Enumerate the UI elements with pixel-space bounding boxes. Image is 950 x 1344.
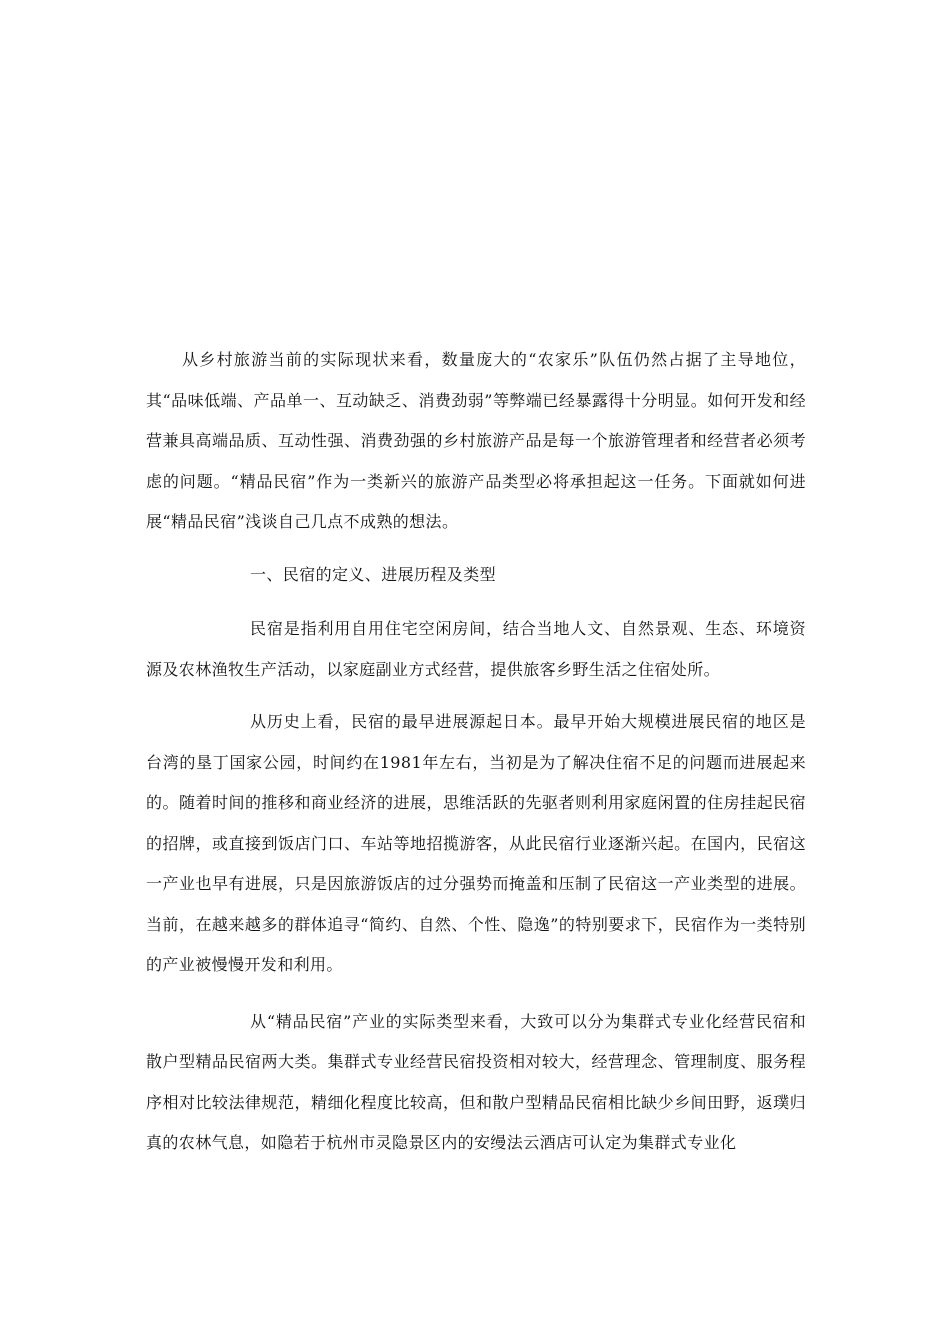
section-heading: 一、民宿的定义、进展历程及类型 <box>250 564 497 584</box>
document-body <box>146 340 806 1164</box>
paragraph-definition: 民宿是指利用自用住宅空闲房间，结合当地人文、自然景观、生态、环境资源及农林渔牧生产活动，以家庭副业方式经营，提供旅客乡野生活之住宿处所。 <box>146 619 806 679</box>
paragraph-types: 从“精品民宿”产业的实际类型来看，大致可以分为集群式专业化经营民宿和散户型精品民宿两大类。集群式专业经营民宿投资相对较大，经营理念、管理制度、服务程序相对比较法律规范，精细化程度比较高，但和散户型精品民宿相比缺少乡间田野，返璞归真的农林气息，如隐若于杭州市灵隐景区内的安缦法云酒店可认定为集群式专业化 <box>146 1011 806 1152</box>
paragraph-history: 从历史上看，民宿的最早进展源起日本。最早开始大规模进展民宿的地区是台湾的垦丁国家公园，时间约在1981年左右，当初是为了解决住宿不足的问题而进展起来的。随着时间的推移和商业经济的进展，思维活跃的先驱者则利用家庭闲置的住房挂起民宿的招牌，或直接到饭店门口、车站等地招揽游客，从此民宿行业逐渐兴起。在国内，民宿这一产业也早有进展，只是因旅游饭店的过分强势而掩盖和压制了民宿这一产业类型的进展。当前，在越来越多的群体追寻“简约、自然、个性、隐逸”的特别要求下，民宿作为一类特别的产业被慢慢开发和利用。 <box>146 712 806 974</box>
paragraph-intro: 从乡村旅游当前的实际现状来看，数量庞大的“农家乐”队伍仍然占据了主导地位，其“品味低端、产品单一、互动缺乏、消费劲弱”等弊端已经暴露得十分明显。如何开发和经营兼具高端品质、互动性强、消费劲强的乡村旅游产品是每一个旅游管理者和经营者必须考虑的问题。“精品民宿”作为一类新兴的旅游产品类型必将承担起这一任务。下面就如何进展“精品民宿”浅谈自己几点不成熟的想法。 <box>146 350 806 531</box>
